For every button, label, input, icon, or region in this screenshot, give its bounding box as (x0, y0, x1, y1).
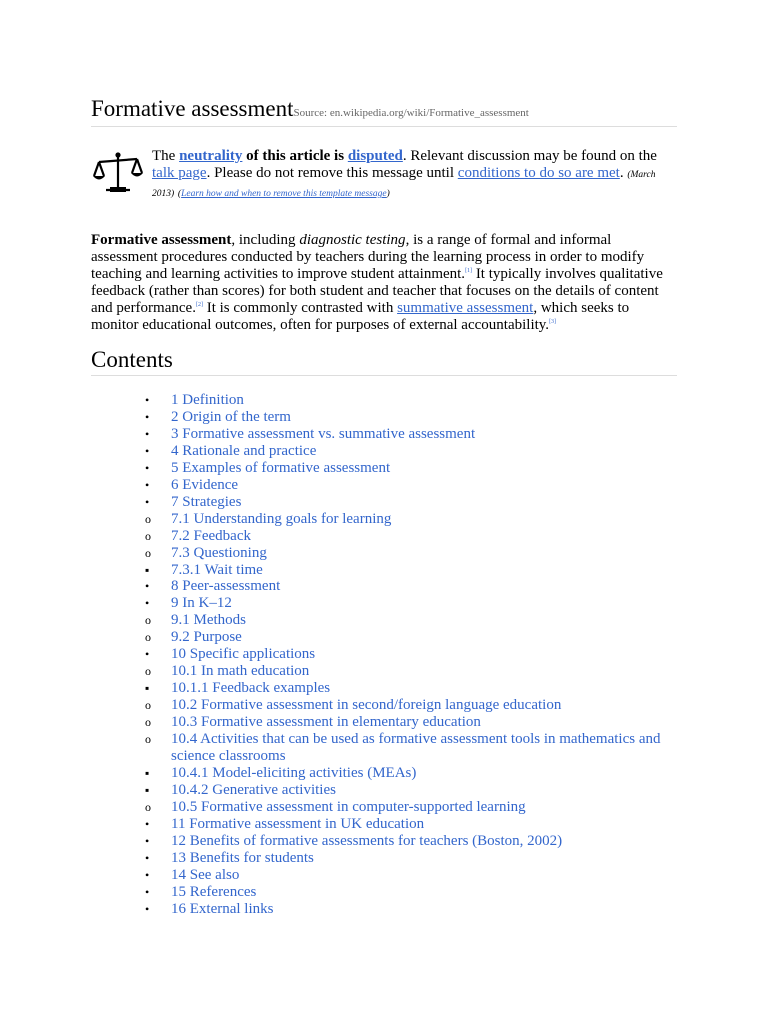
citation-3-link[interactable]: [3] (549, 319, 557, 325)
toc-link[interactable]: 8 Peer-assessment (171, 578, 281, 595)
toc-link[interactable]: 15 References (171, 883, 257, 900)
lead-paragraph (91, 232, 677, 334)
toc-item (145, 697, 665, 714)
toc-bullet: • (145, 579, 150, 594)
toc-bullet: • (145, 426, 150, 441)
toc-item (145, 426, 665, 443)
toc-item (145, 595, 665, 612)
toc-link[interactable]: 7 Strategies (171, 493, 242, 510)
lead-including: , including (231, 232, 296, 248)
lead-term: Formative assessment (91, 232, 232, 248)
toc-link[interactable]: 7.3 Questioning (171, 544, 267, 561)
toc-item (145, 545, 665, 562)
toc-item (145, 477, 665, 494)
toc-bullet: o (145, 613, 151, 628)
toc-bullet: • (145, 901, 150, 916)
toc-link[interactable]: 7.2 Feedback (171, 527, 251, 544)
page-header (91, 96, 677, 127)
toc-link[interactable]: 2 Origin of the term (171, 408, 291, 425)
page-title: Formative assessment (91, 96, 294, 121)
toc-item (145, 578, 665, 595)
toc-item (145, 511, 665, 528)
toc-bullet: • (145, 596, 150, 611)
toc-item (145, 612, 665, 629)
toc-bullet: • (145, 647, 150, 662)
talk-page-link[interactable]: talk page (152, 165, 207, 181)
toc-link[interactable]: 10.4.2 Generative activities (171, 781, 336, 798)
toc-bullet: o (145, 799, 151, 814)
toc-bullet: • (145, 867, 150, 882)
toc-bullet: o (145, 545, 151, 560)
toc-item (145, 443, 665, 460)
toc-bullet: o (145, 732, 151, 747)
toc-item (145, 833, 665, 850)
table-of-contents (145, 392, 665, 918)
toc-item (145, 867, 665, 884)
toc-link[interactable]: 10.1.1 Feedback examples (171, 680, 331, 697)
toc-bullet: • (145, 494, 150, 509)
citation-1-link[interactable]: [1] (465, 268, 473, 274)
toc-item (145, 494, 665, 511)
toc-bullet: o (145, 664, 151, 679)
toc-link[interactable]: 11 Formative assessment in UK education (171, 815, 425, 832)
balance-scale-icon (91, 150, 145, 196)
toc-item (145, 799, 665, 816)
contents-heading: Contents (91, 347, 677, 376)
disputed-link[interactable]: disputed (347, 148, 403, 164)
conditions-link[interactable]: conditions to do so are met (457, 165, 620, 181)
notice-of-this-article: of this article is (246, 148, 345, 164)
toc-link[interactable]: 10 Specific applications (171, 646, 316, 663)
notice-discussion-text: . Relevant discussion may be found on the (402, 148, 657, 164)
toc-link[interactable]: 3 Formative assessment vs. summative assessment (171, 425, 476, 442)
toc-bullet: • (145, 477, 150, 492)
toc-bullet: o (145, 698, 151, 713)
lead-text-1: , is a range of formal and informal assessment procedures conducted by teachers during the learning process in order to modify teaching and learning activities to improve student attainment. (91, 232, 645, 282)
toc-link[interactable]: 7.1 Understanding goals for learning (171, 510, 392, 527)
notice-please-text: . Please do not remove this message until (206, 165, 455, 181)
lead-diagnostic-testing: diagnostic testing (299, 232, 406, 248)
toc-bullet: • (145, 833, 150, 848)
toc-link[interactable]: 9.1 Methods (171, 612, 246, 629)
toc-link[interactable]: 9 In K–12 (171, 595, 232, 612)
toc-bullet: ▪ (145, 681, 150, 696)
toc-bullet: • (145, 393, 150, 407)
notice-the: The (152, 148, 176, 164)
toc-link[interactable]: 5 Examples of formative assessment (171, 459, 391, 476)
toc-bullet: o (145, 630, 151, 645)
toc-link[interactable]: 10.4 Activities that can be used as formative assessment tools in mathematics and science classrooms (171, 731, 661, 765)
toc-link[interactable]: 16 External links (171, 900, 274, 917)
toc-link[interactable]: 13 Benefits for students (171, 849, 314, 866)
toc-item (145, 816, 665, 833)
toc-bullet: o (145, 528, 151, 543)
toc-bullet: • (145, 409, 150, 424)
toc-item (145, 562, 665, 579)
toc-bullet: • (145, 884, 150, 899)
toc-item (145, 782, 665, 799)
lead-text-2: It typically involves qualitative feedback (rather than scores) for both student and teacher that focuses on the details of content and performance. (91, 266, 663, 316)
toc-bullet: o (145, 715, 151, 730)
toc-item (145, 663, 665, 680)
learn-close-paren: ) (386, 189, 390, 199)
toc-bullet: o (145, 511, 151, 526)
toc-item (145, 392, 665, 409)
toc-bullet: • (145, 460, 150, 475)
toc-bullet: ▪ (145, 782, 150, 797)
toc-link[interactable]: 1 Definition (171, 392, 244, 408)
toc-link[interactable]: 9.2 Purpose (171, 629, 242, 646)
lead-text-3: It is commonly contrasted with (202, 300, 394, 316)
toc-item (145, 646, 665, 663)
toc-bullet: • (145, 443, 150, 458)
toc-item (145, 680, 665, 697)
toc-link[interactable]: 10.4.1 Model-eliciting activities (MEAs) (171, 764, 417, 781)
toc-bullet: ▪ (145, 765, 150, 780)
toc-link[interactable]: 14 See also (171, 866, 240, 883)
toc-item (145, 901, 665, 918)
toc-item (145, 765, 665, 782)
toc-link[interactable]: 10.3 Formative assessment in elementary education (171, 714, 481, 731)
notice-period: . (619, 165, 624, 181)
toc-item (145, 731, 665, 765)
toc-bullet: • (145, 816, 150, 831)
toc-item (145, 409, 665, 426)
notice-date: (March 2013) (152, 170, 656, 199)
toc-link[interactable]: 10.1 In math education (171, 663, 310, 680)
toc-item (145, 884, 665, 901)
toc-link[interactable]: 10.5 Formative assessment in computer-supported learning (171, 798, 526, 815)
toc-item (145, 714, 665, 731)
citation-2-link[interactable]: [2] (195, 302, 203, 308)
toc-link[interactable]: 7.3.1 Wait time (171, 561, 263, 578)
toc-item (145, 850, 665, 867)
toc-bullet: • (145, 850, 150, 865)
toc-link[interactable]: 10.2 Formative assessment in second/foreign language education (171, 697, 562, 714)
toc-link[interactable]: 12 Benefits of formative assessments for teachers (Boston, 2002) (171, 832, 563, 849)
neutrality-link[interactable]: neutrality (179, 148, 243, 164)
learn-remove-template-link[interactable]: Learn how and when to remove this template message (181, 189, 387, 199)
toc-link[interactable]: 6 Evidence (171, 476, 239, 493)
lead-text-4: , which seeks to monitor educational outcomes, often for purposes of external accountability. (91, 300, 630, 333)
summative-assessment-link[interactable]: summative assessment (397, 300, 534, 316)
toc-item (145, 460, 665, 477)
source-url: Source: en.wikipedia.org/wiki/Formative_assessment (293, 107, 529, 119)
learn-open-paren: ( (177, 189, 182, 199)
toc-link[interactable]: 4 Rationale and practice (171, 442, 317, 459)
toc-item (145, 629, 665, 646)
toc-bullet: ▪ (145, 562, 150, 577)
toc-item (145, 528, 665, 545)
